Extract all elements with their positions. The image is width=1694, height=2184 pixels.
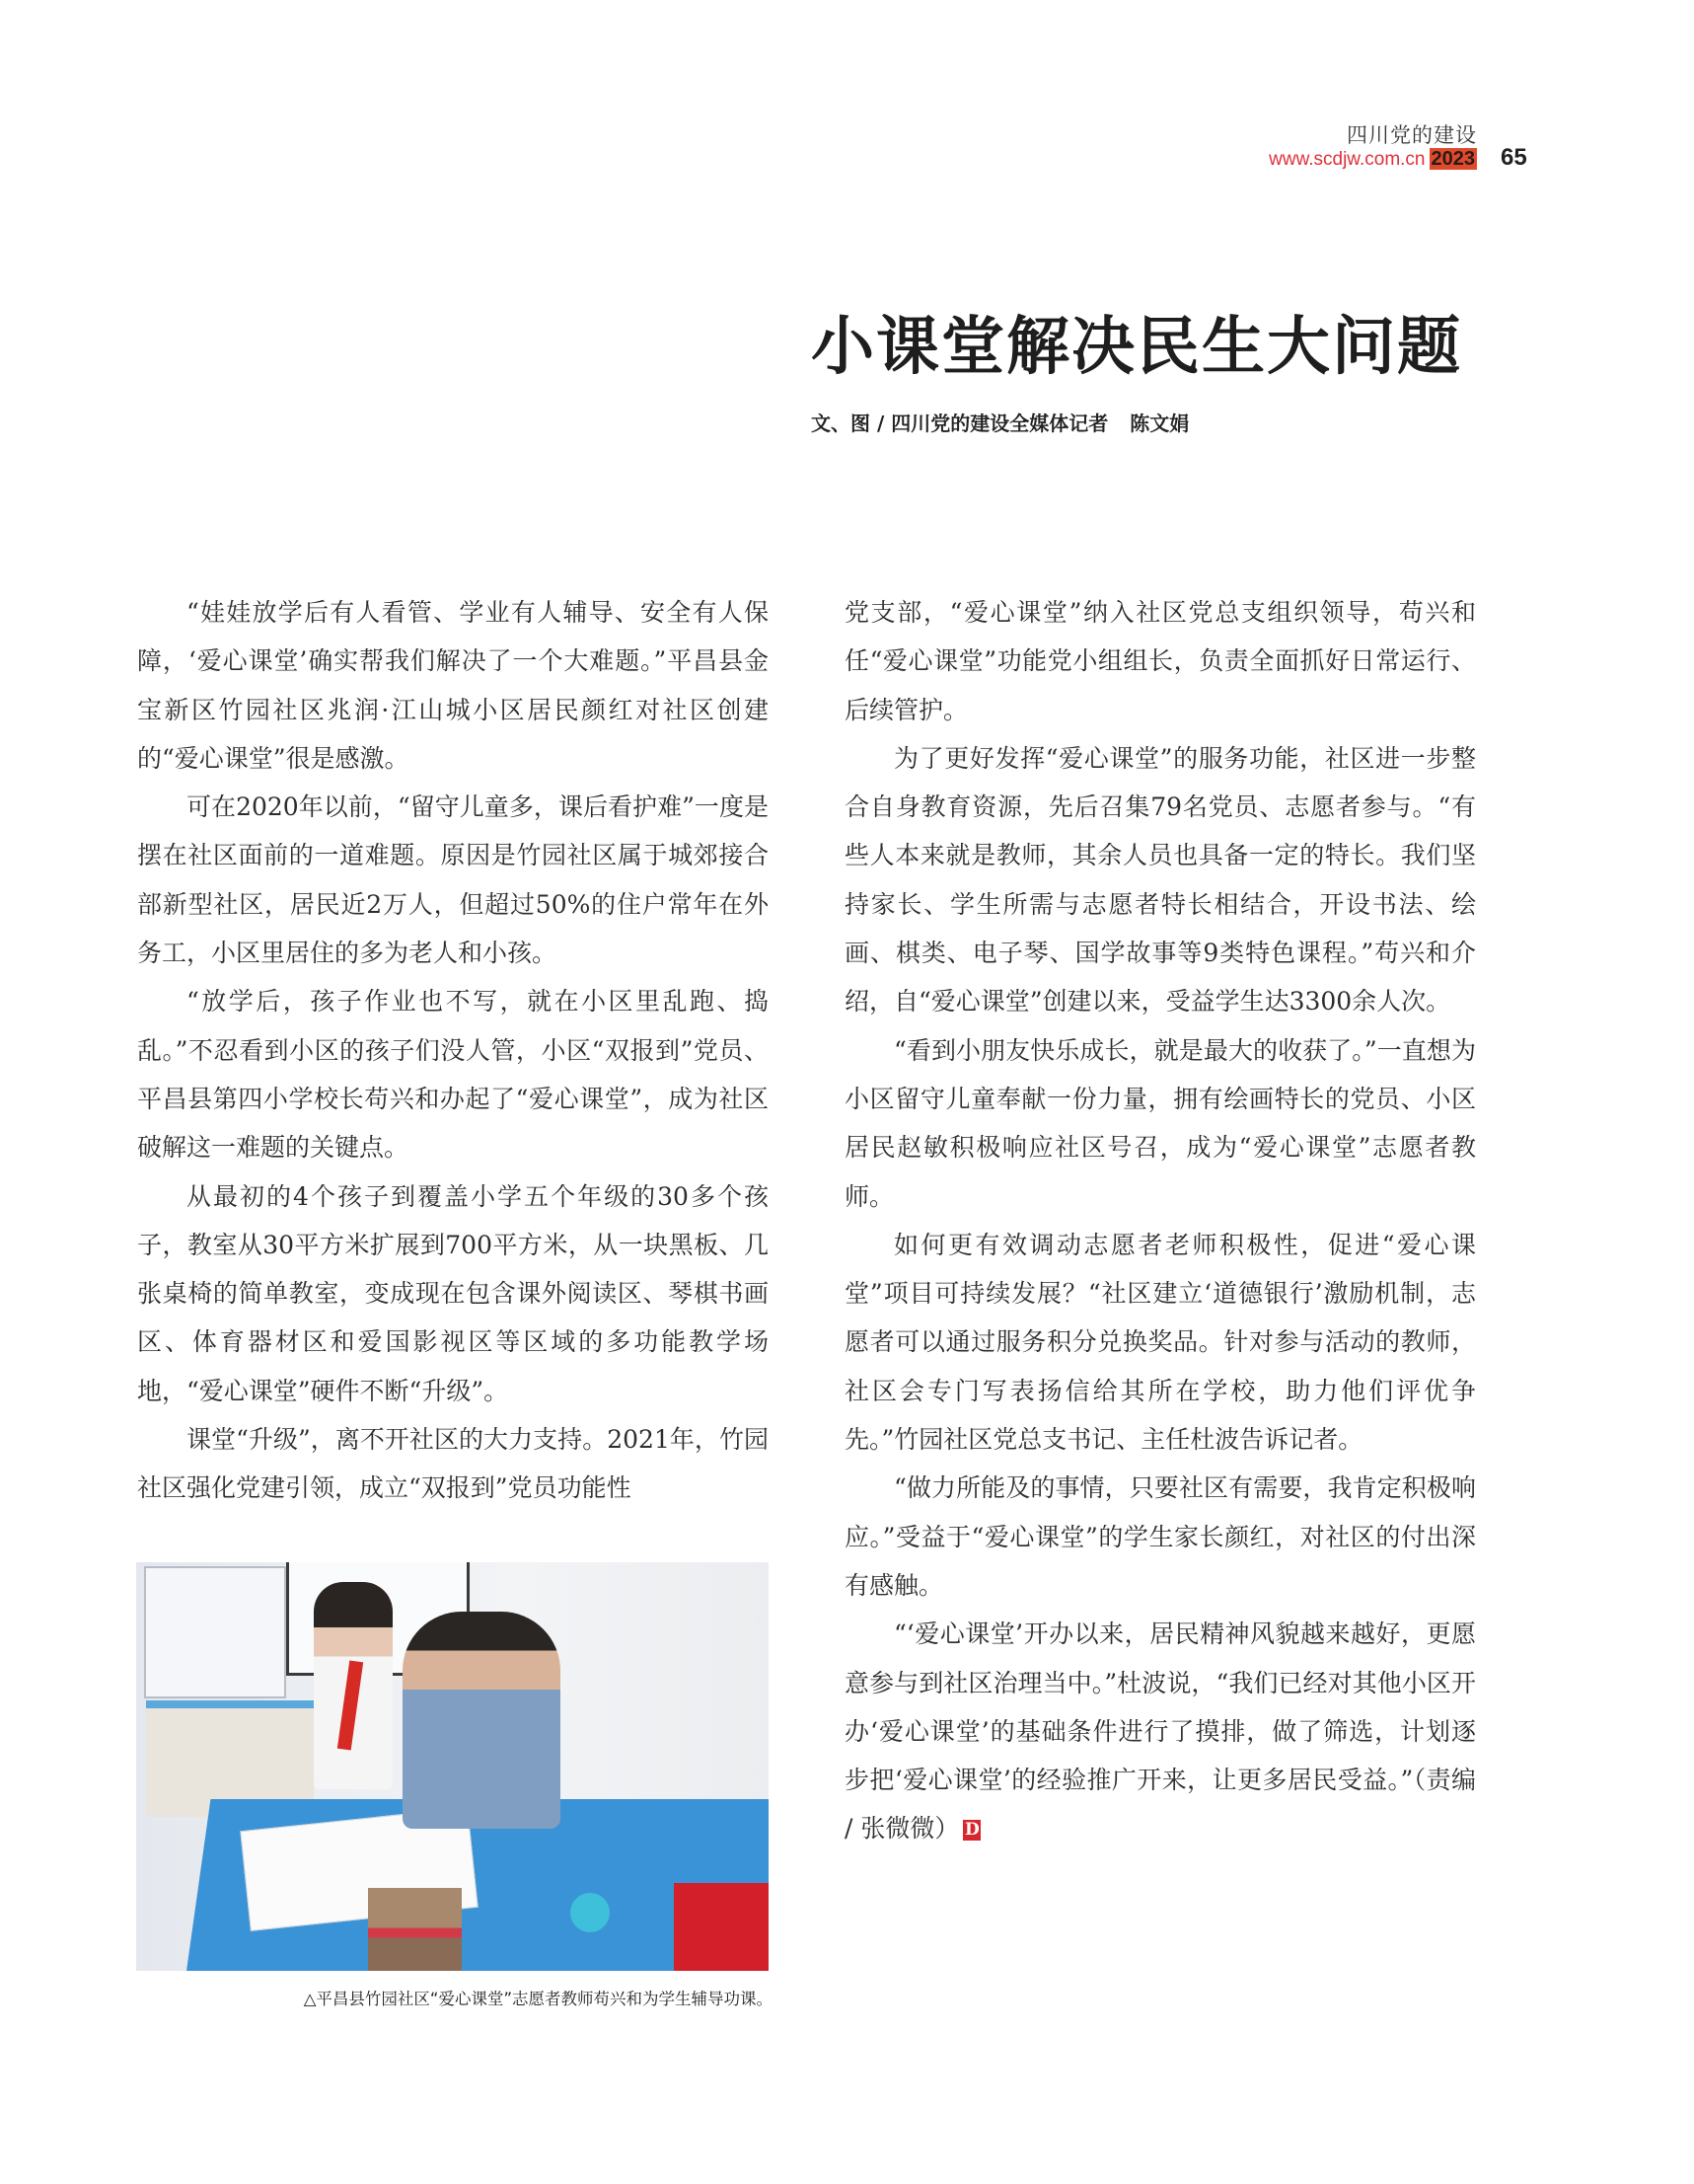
- byline-credit: 文、图 / 四川党的建设全媒体记者: [811, 412, 1109, 435]
- paragraph: “娃娃放学后有人看管、学业有人辅导、安全有人保障，‘爱心课堂’确实帮我们解决了一个大难题。”平昌县金宝新区竹园社区兆润·江山城小区居民颜红对社区创建的“爱心课堂”很是感激。: [137, 598, 769, 773]
- paragraph: “做力所能及的事情，只要社区有需要，我肯定积极响应。”受益于“爱心课堂”的学生家长颜红，对社区的付出深有感触。: [845, 1473, 1476, 1600]
- paragraph-final: [845, 1610, 1476, 1852]
- paragraph: “放学后，孩子作业也不写，就在小区里乱跑、捣乱。”不忍看到小区的孩子们没人管，小区“双报到”党员、平昌县第四小学校长苟兴和办起了“爱心课堂”，成为社区破解这一难题的关键点。: [137, 987, 769, 1163]
- masthead: [1269, 122, 1477, 171]
- website-url: www.scdjw.com.cn: [1269, 149, 1426, 170]
- photo-cup: [570, 1893, 610, 1932]
- left-column: [137, 588, 769, 1513]
- paragraph-continued: 党支部，“爱心课堂”纳入社区党总支组织领导，苟兴和任“爱心课堂”功能党小组组长，负责全面抓好日常运行、后续管护。: [845, 598, 1476, 724]
- byline: [811, 408, 1189, 436]
- paragraph: 为了更好发挥“爱心课堂”的服务功能，社区进一步整合自身教育资源，先后召集79名党员、志愿者参与。“有些人本来就是教师，其余人员也具备一定的特长。我们坚持家长、学生所需与志愿者特长相结合，开设书法、绘画、棋类、电子琴、国学故事等9类特色课程。”苟兴和介绍，自“爱心课堂”创建以来，受益学生达3300余人次。: [845, 743, 1476, 1017]
- photo-books: [368, 1888, 462, 1971]
- paragraph: 从最初的4个孩子到覆盖小学五个年级的30多个孩子，教室从30平方米扩展到700平方米，从一块黑板、几张桌椅的简单教室，变成现在包含课外阅读区、琴棋书画区、体育器材区和爱国影视区等区域的多功能教学场地，“爱心课堂”硬件不断“升级”。: [137, 1181, 769, 1405]
- publication-name: 四川党的建设: [1347, 123, 1477, 147]
- photo-teacher: [403, 1612, 560, 1829]
- final-paragraph-text: “‘爱心课堂’开办以来，居民精神风貌越来越好，更愿意参与到社区治理当中。”杜波说，“我们已经对其他小区开办‘爱心课堂’的基础条件进行了摸排，做了筛选，计划逐步把‘爱心课堂’的经验推广开来，让更多居民受益。”（责编 / 张微微）: [845, 1619, 1476, 1844]
- paragraph: 课堂“升级”，离不开社区的大力支持。2021年，竹园社区强化党建引领，成立“双报到”党员功能性: [137, 1425, 769, 1503]
- right-column: [845, 588, 1476, 1853]
- photo-whiteboard: [144, 1566, 286, 1698]
- byline-author: 陈文娟: [1130, 412, 1190, 435]
- paragraph: 可在2020年以前，“留守儿童多，课后看护难”一度是摆在社区面前的一道难题。原因是竹园社区属于城郊接合部新型社区，居民近2万人，但超过50%的住户常年在外务工，小区里居住的多为老人和小孩。: [137, 792, 769, 968]
- masthead-line: [1269, 148, 1477, 171]
- year-badge: 2023: [1431, 148, 1475, 170]
- paragraph: “看到小朋友快乐成长，就是最大的收获了。”一直想为小区留守儿童奉献一份力量，拥有绘画特长的党员、小区居民赵敏积极响应社区号召，成为“爱心课堂”志愿者教师。: [845, 1035, 1476, 1211]
- page-number: 65: [1501, 144, 1527, 171]
- photo-caption: △平昌县竹园社区“爱心课堂”志愿者教师苟兴和为学生辅导功课。: [303, 1990, 773, 2008]
- article-title: 小课堂解决民生大问题: [811, 310, 1462, 384]
- end-mark-icon: D: [965, 1820, 980, 1841]
- article-photo: [136, 1562, 769, 1971]
- photo-red-box: [674, 1883, 769, 1971]
- paragraph: 如何更有效调动志愿者老师积极性，促进“爱心课堂”项目可持续发展？“社区建立‘道德银行’激励机制，志愿者可以通过服务积分兑换奖品。针对参与活动的教师，社区会专门写表扬信给其所在学校，助力他们评优争先。”竹园社区党总支书记、主任杜波告诉记者。: [845, 1230, 1476, 1455]
